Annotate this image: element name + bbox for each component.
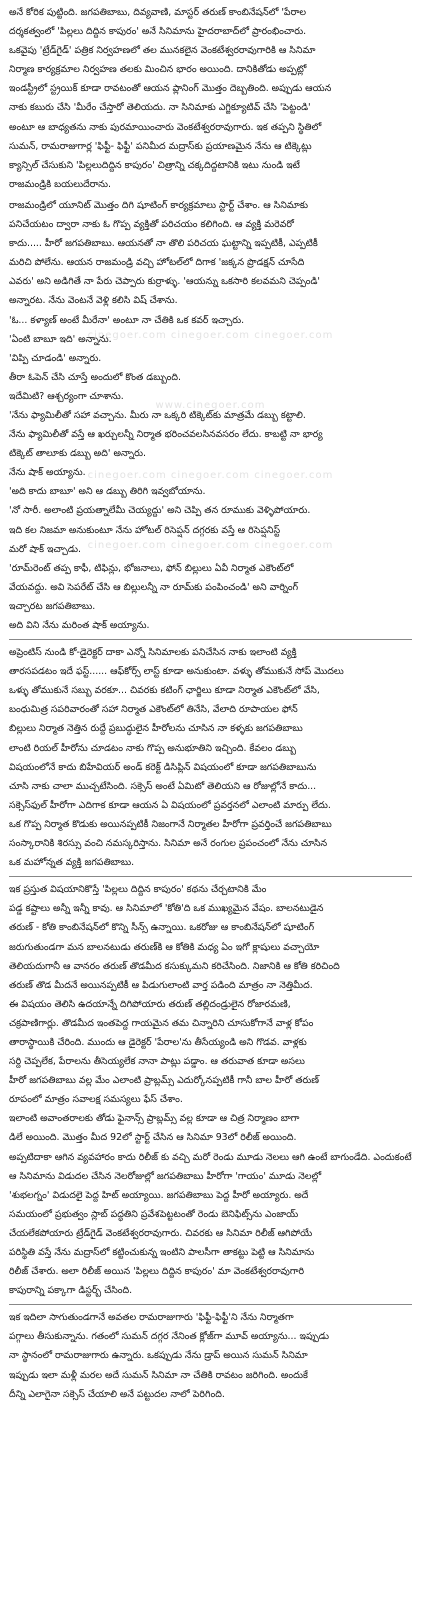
paragraph-line: చూసి నాకు చాలా ముచ్చటేసింది. సక్సెస్ అంటే ఏమిటో తెలియని ఆ రోజుల్లోనే కాదు... xyxy=(9,780,317,792)
paragraph-line: వేయవద్దు. అవి సెపరేట్ చేసి ఆ బిల్లులన్నీ నా రూమ్‌కు పంపించండి' అని వార్నింగ్ xyxy=(9,581,299,593)
article-paragraph xyxy=(9,1304,412,1403)
paragraph-line: కాదు..... హీరో జగపతిబాబు. ఆయనతో నా తొలి పరిచయ ఘట్టాన్ని ఇప్పటికీ, ఎప్పటికీ xyxy=(9,238,318,250)
paragraph-line: కాపురాన్ని పక్కాగా డిస్టర్బ్ చేసింది. xyxy=(9,1285,133,1297)
paragraph-line: అప్రెంటిస్ నుండి కో-డైరెక్టర్ దాకా ఎన్నో సినిమాలకు పనిచేసిన నాకు ఇలాంటి వ్యక్తి xyxy=(9,647,297,659)
paragraph-line: జరుగుతుండగా మన బాలనటుడు తరుణ్‌కి ఆ కోతికి మధ్య ఏం ఇగో క్లాషులు వచ్చాయో xyxy=(9,941,320,953)
paragraph-line: ఈ విషయం తెలిసి ఉదయాన్నే దిగిపోయారు తరుణ్ తల్లిదండ్రులైన రోజారమణి, xyxy=(9,998,291,1010)
paragraph-line: ఒళ్ళు తోముకునే సబ్బు వరకూ... చివరకు కటింగ్‌ ఛార్జిలు కూడా నిర్మాత ఎకౌంట్‌లో వేసి, xyxy=(9,685,320,697)
article-paragraph xyxy=(9,559,412,616)
article-body xyxy=(9,3,412,1404)
paragraph-line: సక్సెస్‌ఫుల్ హీరోగా ఎదిగాక కూడా ఆయన ఏ విషయంలో ప్రవర్తనలో ఎలాంటి మార్పు లేదు. xyxy=(9,799,331,811)
paragraph-line: అనే కోరిక పుట్టింది. జగపతిబాబు, దివ్యవాణి, మాస్టర్ తరుణ్ కాంబినేషన్‌లో 'పేరాల xyxy=(9,7,306,18)
paragraph-line: నిర్మాణ కార్యక్రమాల నిర్వహణ తలకు మించిన భారం అయింది. దానికితోడు అప్పట్లో xyxy=(9,64,307,76)
paragraph-line: నేను షాక్ అయ్యాను. xyxy=(9,467,86,479)
article-paragraph xyxy=(9,196,412,311)
paragraph-line: 'రూమ్‌రెంట్ తప్ప కాఫీ, టిఫిన్లు, భోజనాలు, ఫోన్ బిల్లులు ఏవీ నిర్మాత ఎకౌంట్‌లో xyxy=(9,562,294,574)
article-paragraph xyxy=(9,876,412,1109)
article-paragraph xyxy=(9,406,412,463)
paragraph-line: ఇక ఇదిలా సాగుతుండగానే అవతల రామరాజుగారు 'ఫిఫ్టీ-ఫిఫ్టీ'ని నేను నిర్మాతగా xyxy=(9,1312,294,1324)
paragraph-line: ఒక గొప్ప నిర్మాత కొడుకు అయినప్పటికీ నిజంగానే నిర్మాతల హీరోగా ప్రవర్తించే జగపతిబాబు xyxy=(9,818,332,830)
paragraph-line: 'అది కాదు బాబూ' అని ఆ డబ్బు తిరిగి ఇవ్వబోయాను. xyxy=(9,486,206,498)
watermark-text: cinegoer.com cinegoer.com cinegoer.com xyxy=(87,540,334,551)
paragraph-line: టిక్కెట్ తాలూకు డబ్బు అది' అన్నారు. xyxy=(9,448,146,460)
watermark-text: cinegoer.com cinegoer.com cinegoer.com xyxy=(87,470,334,481)
paragraph-line: ఇప్పుడు ఇలా మళ్లీ మరల అదే సుమన్ సినిమా నా చేతికి రావటం జరిగింది. అందుకే xyxy=(9,1369,308,1381)
paragraph-line: విషయంలోనే కాదు బిహేవియర్ అండ్ కరెక్ట్ డిసిప్లిన్ విషయంలో కూడా జగపతిబాబును xyxy=(9,761,317,773)
paragraph-line: రాజమండ్రికి బయలుదేరాను. xyxy=(9,178,112,190)
paragraph-line: దీన్ని ఎలాగైనా సక్సెస్ చేయాలి అనే పట్టుదల నాలో పెరిగింది. xyxy=(9,1388,225,1400)
paragraph-line: దర్శకత్వంలో 'పిల్లలు దిద్దిన కాపురం' అనే సినిమాను హైదరాబాద్‌లో ప్రారంభించారు. xyxy=(9,26,307,38)
paragraph-line: అది విని నేను మరింత షాక్ అయ్యాను. xyxy=(9,620,150,631)
paragraph-line: పడ్డ కష్టాలు అన్నీ ఇన్నీ కావు. ఆ సినిమాలో 'కోతి'ది ఒక ముఖ్యమైన వేషం. బాలనటుడైన xyxy=(9,903,324,915)
paragraph-line: నేను ఫ్యామిలీతో వస్తే ఆ ఖర్చులన్నీ నిర్మాత భరించవలసినవసరం లేదు. కాబట్టి నా భార్య xyxy=(9,429,323,441)
paragraph-line: సుమన్, రామరాజుగార్ల 'ఫిఫ్టీ- ఫిఫ్టీ' పనిమీద మద్రాస్‌కు ప్రయాణమైన నేను ఆ టిక్కెట్లు xyxy=(9,140,312,152)
paragraph-line: 'విప్పి చూడండి' అన్నారు. xyxy=(9,352,102,364)
paragraph-line: రాజమండ్రిలో యూనిట్ మొత్తం దిగి షూటింగ్ కార్యక్రమాలు స్టార్ట్ చేశాం. ఆ సినిమాకు xyxy=(9,199,308,211)
paragraph-line: మరిచి పోలేను. ఆయన రాజమండ్రి వచ్చి హోటల్‌లో దిగాక 'జక్కన ప్రొడక్షన్ చూసేది xyxy=(9,257,305,269)
paragraph-line: తీరా ఓపెన్ చేసి చూస్తే అందులో కొంత డబ్బుంది. xyxy=(9,371,182,383)
paragraph-line: ఇండస్ట్రీలో స్ట్రయిక్ కూడా రావటంతో ఆయన ప్లానింగ్ మొత్తం దెబ్బతింది. అప్పుడు ఆయన xyxy=(9,83,332,95)
paragraph-line: సమయంలో ప్రభుత్వం స్లాబ్ పద్ధతిని ప్రవేశపెట్టటంతో రెండు బెనిఫిట్స్‌ను ఎంజాయ్ xyxy=(9,1208,299,1220)
paragraph-line: డిలే అయింది. మొత్తం మీద 92లో స్టార్ట్ చేసిన ఆ సినిమా 93లో రిలీజ్ అయింది. xyxy=(9,1132,297,1144)
article-paragraph xyxy=(9,3,412,194)
article-paragraph xyxy=(9,1109,412,1300)
article-paragraph xyxy=(9,349,412,368)
article-paragraph xyxy=(9,463,412,482)
paragraph-line: నా స్థానంలో రామరాజుగారు ఉన్నారు. ఒకప్పుడు నేను డ్రాప్ అయిన సుమన్ సినిమా xyxy=(9,1350,308,1362)
paragraph-line: పగ్గాలు తీసుకున్నాను. గతంలో సుమన్ దగ్గర నేనింత క్లోజ్‌గా మూవ్ అయ్యాను... ఇప్పుడు xyxy=(9,1331,329,1343)
paragraph-line: ఆ సినిమాను విడుదల చేసిన నెలరోజుల్లో జగపతిబాబు హీరోగా 'గాయం' మూడు నెలల్లో xyxy=(9,1170,322,1182)
paragraph-line: బిల్లులు నిర్మాత నెత్తిన రుద్దే ప్రబుద్ధులైన హీరోలను చూసిన నా కళ్ళకు జగపతిబాబు xyxy=(9,723,303,735)
paragraph-line: నాకు కబురు చేసి 'మీరేం చేస్తారో తెలియదు. నా సినిమాకు ఎగ్జిక్యూటివ్ చేసి 'పెట్టండి' xyxy=(9,102,311,114)
paragraph-line: తారాస్థాయికి చేరింది. ముందు ఆ డైరెక్టర్ 'పేరాల'ను తీసేయ్యండి అని గొడవ. వాళ్లకు xyxy=(9,1036,307,1048)
paragraph-line: తెలియదుగానీ ఆ వానరం తరుణ్ తొడమీద కసుక్కుమని కరిచేసింది. నిజానికి ఆ కోతి కరిచింది xyxy=(9,960,340,972)
paragraph-line: మరో షాక్ ఇచ్చాడు. xyxy=(9,543,81,555)
article-paragraph xyxy=(9,616,412,635)
article-paragraph xyxy=(9,482,412,501)
paragraph-line: ఒకవైపు 'ట్రేడ్‌గైడ్' పత్రిక నిర్వహణలో తల మునకలైన వెంకటేశ్వరరావుగారికి ఆ సినిమా xyxy=(9,45,316,57)
paragraph-line: 'నేను ఫ్యామిలీతో సహా వచ్చాను. మీరు నా ఒక్కరి టిక్కెట్‌కు మాత్రమే డబ్బు కట్టాలి. xyxy=(9,409,306,421)
paragraph-line: రూపంలో మాత్రం సవాలక్ష సమస్యలు ఫేస్ చేశాం. xyxy=(9,1094,183,1106)
paragraph-line: తరుణ్ - కోతి కాంబినేషన్‌లో కొన్ని సీన్స్ ఉన్నాయి. ఒకరోజు ఆ కాంబినేషన్‌లో షూటింగ్ xyxy=(9,922,315,934)
paragraph-line: రిలీజ్ చేశారు. అలా రిలీజ్ అయిన 'పిల్లలు దిద్దిన కాపురం' మా వెంకటేశ్వరరావుగారి xyxy=(9,1266,305,1278)
article-paragraph xyxy=(9,368,412,387)
article-paragraph xyxy=(9,311,412,330)
paragraph-line: అప్పటిదాకా ఆగిన వ్యవహారం కాదు రిలీజ్ కు వచ్చి మరో రెండు మూడు నెలలు ఆగి ఉంటే బాగుండేది. ఎందుకంటే xyxy=(9,1151,412,1163)
paragraph-line: క్యాన్సిల్ చేసుకుని 'పిల్లలుదిద్దిన కాపురం' చిత్రాన్ని చక్కదిద్దటానికి ఇటు నుండి ఇటే xyxy=(9,159,300,171)
paragraph-line: సర్ది చెప్పలేక, పేరాలను తీసెయ్యలేక నానా పాట్లు పడ్డాం. ఆ తరువాత కూడా అసలు xyxy=(9,1056,305,1068)
paragraph-line: తారసపడటం ఇదే ఫస్ట్...... ఆఫ్‌కోర్స్ లాస్ట్ కూడా అనుకుంటా. వళ్ళు తోముకునే సోప్ మొదలు xyxy=(9,666,344,678)
article-paragraph xyxy=(9,639,412,872)
paragraph-line: సంస్కారానికి శిరస్సు వంచి నమస్కరిస్తాను. సినిమా అనే రంగుల ప్రపంచంలో నేను చూసిన xyxy=(9,838,328,850)
paragraph-line: ఇలాంటి అవాంతరాలకు తోడు ఫైనాన్స్ ప్రాబ్లమ్స్ వల్ల కూడా ఆ చిత్ర నిర్మాణం బాగా xyxy=(9,1113,300,1125)
paragraph-line: పరిస్థితి వస్తే నేను మద్రాస్‌లో కట్టించుకున్న ఇంటిని పాలసీగా తాకట్టు పెట్టి ఆ సినిమాను xyxy=(9,1247,315,1258)
paragraph-line: చక్రపాణిగార్లు. తొడమీద ఇంతపెద్ద గాయమైన తమ చిన్నారిని చూసుకోగానే వాళ్ల కోపం xyxy=(9,1017,314,1029)
paragraph-line: అంటూ ఆ బాధ్యతను నాకు పురమాయించారు వెంకటేశ్వరరావుగారు. ఇక తప్పని స్థితిలో xyxy=(9,121,322,133)
paragraph-line: ఇచ్చారట జగపతిబాబు. xyxy=(9,600,96,612)
paragraph-line: తరుణ్ తొడ మీదనే అయినప్పటికీ ఆ పిడుగులాంటి వార్త పడింది మాత్రం నా నెత్తిమీద. xyxy=(9,979,313,991)
watermark-text: www.cinegoer.com xyxy=(155,400,266,411)
article-paragraph xyxy=(9,330,412,349)
paragraph-line: 'ఏంటి బాబూ ఇది' అన్నాను. xyxy=(9,333,112,345)
paragraph-line: 'ఓ... కళ్యాణ్ అంటే మీరేనా' అంటూ నా చేతికి ఒక కవర్ ఇచ్చారు. xyxy=(9,314,245,326)
paragraph-line: హీరో జగపతిబాబు వల్ల మేం ఎలాంటి ప్రాబ్లమ్స్ ఎదుర్కోనప్పటికీ గానీ బాల హీరో తరుణ్ xyxy=(9,1075,320,1087)
paragraph-line: అన్నారట. నేను వెంటనే వెళ్లి కలిసి విష్ చేశాను. xyxy=(9,295,178,307)
paragraph-line: ఇది కల నిజమా అనుకుంటూ నేను హోటల్ రిసెప్షన్ దగ్గరకు వస్తే ఆ రిసెప్షనిస్ట్ xyxy=(9,524,281,536)
article-paragraph xyxy=(9,387,412,406)
paragraph-line: ఎవరు' అని అడిగితే నా పేరు చెప్పారు కుర్రాళ్ళు. 'ఆయన్ను ఒకసారి కలవమని చెప్పండి' xyxy=(9,276,320,288)
watermark-text: cinegoer.com cinegoer.com cinegoer.com xyxy=(87,330,334,341)
paragraph-line: లాంటి రియల్ హీరోను చూడటం నాకు గొప్ప అనుభూతిని ఇచ్చింది. కేవలం డబ్బు xyxy=(9,742,297,754)
paragraph-line: ఇక ప్రస్తుత విషయానికొస్తే 'పిల్లలు దిద్దిన కాపురం' కథను చేర్చటానికి మేం xyxy=(9,884,267,896)
article-paragraph xyxy=(9,501,412,558)
paragraph-line: బంధుమిత్ర సపరివారంతో సహా నిర్మాత ఎకౌంట్‌లో తినేసి, వేలాది రూపాయల ఫోన్ xyxy=(9,704,298,716)
paragraph-line: ఒక మహోన్నత వ్యక్తి జగపతిబాబు. xyxy=(9,857,135,869)
paragraph-line: చేయలేకపోయారు ట్రేడ్‌గైడ్ వెంకటేశ్వరరావుగారు. చివరకు ఆ సినిమా రిలీజ్ ఆగిపోయే xyxy=(9,1227,313,1239)
paragraph-line: 'నో సారీ. అలాంటి ప్రయత్నాలేమీ చెయ్యద్దు' అని చెప్పి తన రూముకు వెళ్ళిపోయారు. xyxy=(9,505,311,517)
paragraph-line: పనిచేయటం ద్వారా నాకు ఓ గొప్ప వ్యక్తితో పరిచయం కలిగింది. ఆ వ్యక్తి మరెవరో xyxy=(9,219,294,231)
paragraph-line: 'శుభలగ్నం' విడుదలై పెద్ద హిట్ అయ్యాయి. జగపతిబాబు పెద్ద హీరో అయ్యారు. అదే xyxy=(9,1189,309,1201)
paragraph-line: ఇదేమిటి? ఆశ్చర్యంగా చూశాను. xyxy=(9,390,124,402)
